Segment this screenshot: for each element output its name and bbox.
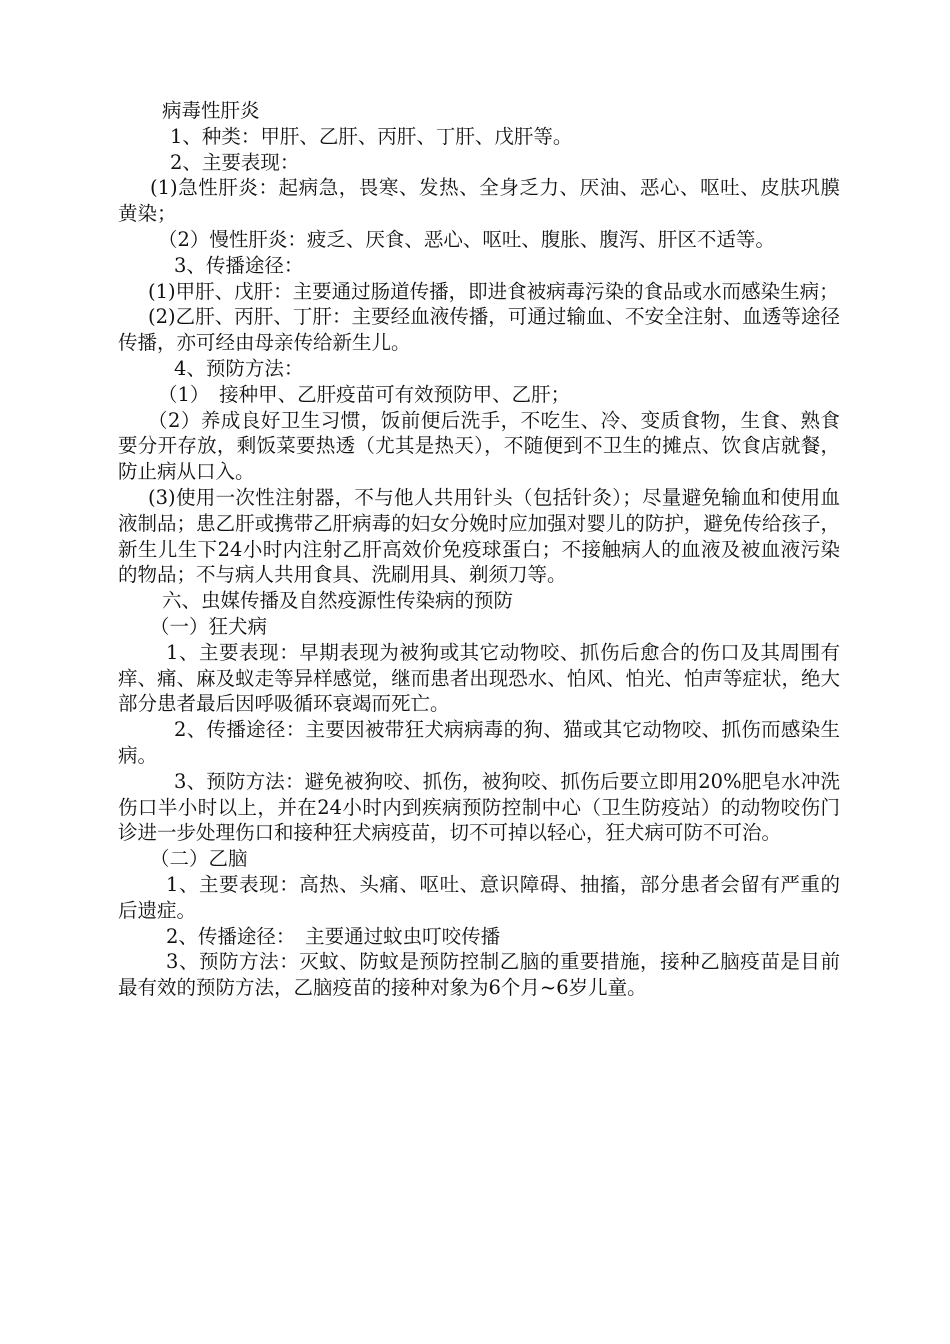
section-title-viral-hepatitis: 病毒性肝炎 [162,99,260,122]
paragraph-chronic-hepatitis: （2）慢性肝炎：疲乏、厌食、恶心、呕吐、腹胀、腹泻、肝区不适等。 [158,227,775,251]
document-body [118,98,840,1001]
section-title-vector-borne: 六、虫媒传播及自然疫源性传染病的预防 [162,589,514,613]
paragraph-rabies-prevention: 3、预防方法：避免被狗咬、抓伤，被狗咬、抓伤后要立即用20%肥皂水冲洗伤口半小时以上，并在24小时内到疾病预防控制中心（卫生防疫站）的动物咬伤门诊进一步处理伤口和接种狂犬病疫苗，切不可掉以轻心，狂犬病可防不可治。 [118,769,840,845]
heading-prevention: 4、预防方法： [174,356,304,380]
paragraph-je-prevention: 3、预防方法：灭蚊、防蚊是预防控制乙脑的重要措施，接种乙脑疫苗是目前最有效的预防方法，乙脑疫苗的接种对象为6个月~6岁儿童。 [118,950,840,1000]
paragraph-prevention-hygiene: （2）养成良好卫生习惯，饭前便后洗手，不吃生、冷、变质食物，生食、熟食要分开存放，剩饭菜要热透（尤其是热天），不随便到不卫生的摊点、饮食店就餐，防止病从口入。 [118,408,840,484]
paragraph-je-symptoms: 1、主要表现：高热、头痛、呕吐、意识障碍、抽搐，部分患者会留有严重的后遗症。 [118,872,840,922]
paragraph-types: 1、种类：甲肝、乙肝、丙肝、丁肝、戊肝等。 [170,124,573,148]
paragraph-je-transmission: 2、传播途径： 主要通过蚊虫叮咬传播 [166,924,501,948]
heading-main-symptoms: 2、主要表现： [170,150,300,174]
subsection-title-rabies: （一）狂犬病 [150,614,268,638]
paragraph-rabies-transmission: 2、传播途径：主要因被带狂犬病病毒的狗、猫或其它动物咬、抓伤而感染生病。 [118,718,840,767]
paragraph-transmission-a-e: (1)甲肝、戊肝：主要通过肠道传播，即进食被病毒污染的食品或水而感染生病； [148,279,839,303]
paragraph-prevention-vaccine: （1） 接种甲、乙肝疫苗可有效预防甲、乙肝； [158,382,571,406]
heading-transmission: 3、传播途径： [174,253,304,277]
paragraph-acute-hepatitis: (1)急性肝炎：起病急，畏寒、发热、全身乏力、厌油、恶心、呕吐、皮肤巩膜黄染； [118,176,840,226]
paragraph-transmission-b-c-d: (2)乙肝、丙肝、丁肝：主要经血液传播，可通过输血、不安全注射、血透等途径传播，亦可经由母亲传给新生儿。 [118,305,840,355]
paragraph-rabies-symptoms: 1、主要表现：早期表现为被狗或其它动物咬、抓伤后愈合的伤口及其周围有痒、痛、麻及蚁走等异样感觉，继而患者出现恐水、怕风、怕光、怕声等症状，绝大部分患者最后因呼吸循环衰竭而死亡。 [118,640,840,716]
subsection-title-japanese-encephalitis: （二）乙脑 [150,847,248,871]
paragraph-prevention-blood: (3)使用一次性注射器，不与他人共用针头（包括针灸）；尽量避免输血和使用血液制品；患乙肝或携带乙肝病毒的妇女分娩时应加强对婴儿的防护，避免传给孩子，新生儿生下24小时内注射乙肝高效价免疫球蛋白；不接触病人的血液及被血液污染的物品；不与病人共用食具、洗刷用具、剃须刀等。 [118,485,840,587]
